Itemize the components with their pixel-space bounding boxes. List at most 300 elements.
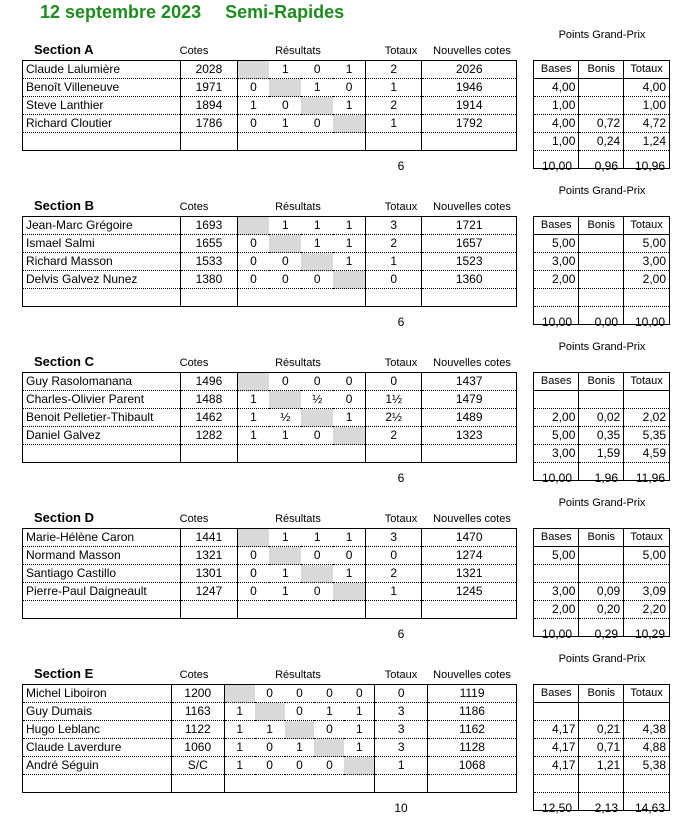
table-row xyxy=(534,739,670,757)
result-cell: 1 xyxy=(269,217,301,235)
grand-prix-header-row xyxy=(534,529,670,547)
table-row xyxy=(23,253,517,271)
player-total: 3 xyxy=(375,721,428,739)
result-cell xyxy=(301,289,333,307)
result-cell xyxy=(301,253,333,271)
result-cell: ½ xyxy=(269,409,301,427)
gp-bonis: 0,72 xyxy=(579,115,624,133)
bonis-header: Bonis xyxy=(579,61,624,79)
gp-bases: 5,00 xyxy=(534,427,579,445)
gp-total: 4,59 xyxy=(624,445,670,463)
result-cell: 1 xyxy=(237,409,269,427)
section-title: Section A xyxy=(34,42,94,57)
gp-bases: 5,00 xyxy=(534,547,579,565)
gp-total: 1,24 xyxy=(624,133,670,151)
gp-bonis xyxy=(579,703,624,721)
result-cell: 0 xyxy=(333,547,365,565)
result-cell xyxy=(333,445,365,463)
result-cell xyxy=(344,757,374,775)
result-cell xyxy=(269,601,301,619)
section-block xyxy=(0,653,689,816)
grand-prix-table xyxy=(533,216,670,325)
table-row xyxy=(23,529,517,547)
player-total xyxy=(366,289,422,307)
player-cote: 1441 xyxy=(181,529,237,547)
gp-total: 5,35 xyxy=(624,427,670,445)
player-name xyxy=(23,601,181,619)
totaux-header: Totaux xyxy=(384,201,418,213)
result-cell xyxy=(301,445,333,463)
results-table xyxy=(22,60,517,151)
totaux-gp-header: Totaux xyxy=(624,217,670,235)
result-cell: 0 xyxy=(301,427,333,445)
gp-bonis: 0,02 xyxy=(579,409,624,427)
table-row xyxy=(534,547,670,565)
result-cell: 0 xyxy=(333,79,365,97)
gp-bonis xyxy=(579,547,624,565)
result-cell: 1 xyxy=(301,235,333,253)
result-cell: 0 xyxy=(269,271,301,289)
table-row xyxy=(534,271,670,289)
result-cell: 0 xyxy=(237,271,269,289)
table-row xyxy=(23,583,517,601)
result-cell: 0 xyxy=(269,373,301,391)
player-total: 1 xyxy=(375,757,428,775)
sum-bases: 10,00 xyxy=(541,627,572,641)
gp-bonis: 0,35 xyxy=(579,427,624,445)
gp-total: 4,88 xyxy=(624,739,670,757)
result-cell: 1 xyxy=(301,217,333,235)
player-total: 3 xyxy=(366,217,422,235)
totaux-gp-header: Totaux xyxy=(624,61,670,79)
bases-header: Bases xyxy=(534,61,579,79)
player-name xyxy=(23,133,181,151)
totaux-gp-header: Totaux xyxy=(624,529,670,547)
table-row xyxy=(23,757,517,775)
gp-bases xyxy=(534,289,579,307)
player-total: 0 xyxy=(366,373,422,391)
gp-bonis xyxy=(579,289,624,307)
result-cell xyxy=(269,133,301,151)
grand-prix-table xyxy=(533,684,670,811)
bonis-header: Bonis xyxy=(579,685,624,703)
player-cote: 1693 xyxy=(181,217,237,235)
player-total: 1 xyxy=(366,583,422,601)
result-cell xyxy=(333,271,365,289)
result-cell xyxy=(255,703,285,721)
result-cell: 0 xyxy=(285,685,315,703)
gp-total: 3,09 xyxy=(624,583,670,601)
result-cell xyxy=(301,97,333,115)
resultats-header: Résultats xyxy=(275,201,321,213)
bonis-header: Bonis xyxy=(579,529,624,547)
player-total: 0 xyxy=(366,547,422,565)
player-new-cote: 1119 xyxy=(428,685,517,703)
table-row xyxy=(534,391,670,409)
table-row xyxy=(23,97,517,115)
result-cell xyxy=(269,235,301,253)
player-cote: 1060 xyxy=(171,739,224,757)
gp-bases: 4,00 xyxy=(534,115,579,133)
result-cell: 0 xyxy=(269,97,301,115)
result-cell: 0 xyxy=(255,739,285,757)
result-cell: 1 xyxy=(237,97,269,115)
cotes-header: Cotes xyxy=(179,357,209,369)
player-cote: S/C xyxy=(171,757,224,775)
result-cell xyxy=(285,721,315,739)
bases-header: Bases xyxy=(534,373,579,391)
table-row xyxy=(534,97,670,115)
player-cote: 1122 xyxy=(171,721,224,739)
gp-bases: 4,17 xyxy=(534,757,579,775)
result-cell: 0 xyxy=(237,565,269,583)
gp-bases: 3,00 xyxy=(534,583,579,601)
result-cell: 1 xyxy=(333,235,365,253)
gp-total xyxy=(624,565,670,583)
totaux-header: Totaux xyxy=(384,357,418,369)
gp-bonis xyxy=(579,79,624,97)
player-total xyxy=(366,601,422,619)
player-cote: 1462 xyxy=(181,409,237,427)
result-cell: 1 xyxy=(333,253,365,271)
result-cell: 1 xyxy=(333,97,365,115)
table-row xyxy=(23,601,517,619)
player-total: 0 xyxy=(375,685,428,703)
gp-total: 5,38 xyxy=(624,757,670,775)
table-row xyxy=(23,115,517,133)
player-total: 1½ xyxy=(366,391,422,409)
result-cell: 0 xyxy=(301,583,333,601)
result-cell xyxy=(314,739,344,757)
gp-bases: 2,00 xyxy=(534,271,579,289)
gp-total: 2,00 xyxy=(624,271,670,289)
result-cell xyxy=(333,427,365,445)
result-cell: 1 xyxy=(269,529,301,547)
player-total: 2 xyxy=(366,565,422,583)
player-total: 2 xyxy=(366,61,422,79)
player-name: Daniel Galvez xyxy=(23,427,181,445)
grand-prix-table xyxy=(533,528,670,637)
sum-gp-total: 10,29 xyxy=(634,627,665,641)
gp-bonis: 0,09 xyxy=(579,583,624,601)
result-cell: 0 xyxy=(333,373,365,391)
gp-bases: 4,00 xyxy=(534,79,579,97)
player-cote: 1163 xyxy=(171,703,224,721)
player-cote: 1786 xyxy=(181,115,237,133)
player-cote: 1488 xyxy=(181,391,237,409)
gp-total xyxy=(624,391,670,409)
player-cote: 1971 xyxy=(181,79,237,97)
result-cell xyxy=(237,61,269,79)
sum-totals: 6 xyxy=(397,627,405,641)
section-block xyxy=(0,29,689,192)
result-cell: 0 xyxy=(237,79,269,97)
player-cote: 1496 xyxy=(181,373,237,391)
bases-header: Bases xyxy=(534,685,579,703)
player-name: Richard Cloutier xyxy=(23,115,181,133)
cotes-header: Cotes xyxy=(179,201,209,213)
result-cell: 0 xyxy=(301,271,333,289)
results-table xyxy=(22,528,517,619)
player-total: 2 xyxy=(366,97,422,115)
bonis-header: Bonis xyxy=(579,217,624,235)
player-name xyxy=(23,289,181,307)
table-row xyxy=(23,721,517,739)
player-total: 0 xyxy=(366,271,422,289)
player-new-cote: 1186 xyxy=(428,703,517,721)
player-new-cote: 1323 xyxy=(422,427,517,445)
gp-bases: 1,00 xyxy=(534,97,579,115)
result-cell xyxy=(301,565,333,583)
result-cell: 0 xyxy=(237,115,269,133)
table-row xyxy=(534,565,670,583)
section-block xyxy=(0,497,689,660)
result-cell: 1 xyxy=(301,529,333,547)
sum-gp-total: 14,63 xyxy=(634,801,665,815)
result-cell: 0 xyxy=(237,235,269,253)
player-cote xyxy=(181,289,237,307)
gp-bases: 2,00 xyxy=(534,601,579,619)
result-cell: 0 xyxy=(285,757,315,775)
player-name: Delvis Galvez Nunez xyxy=(23,271,181,289)
nouvelles-cotes-header: Nouvelles cotes xyxy=(433,45,511,57)
table-row xyxy=(534,757,670,775)
sum-totals: 6 xyxy=(397,315,405,329)
results-table xyxy=(22,684,517,793)
table-row xyxy=(23,391,517,409)
totaux-gp-header: Totaux xyxy=(624,685,670,703)
totaux-header: Totaux xyxy=(384,669,418,681)
result-cell xyxy=(333,115,365,133)
player-new-cote xyxy=(422,133,517,151)
result-cell: 1 xyxy=(344,739,374,757)
bonis-header: Bonis xyxy=(579,373,624,391)
player-new-cote: 1321 xyxy=(422,565,517,583)
result-cell: 0 xyxy=(301,115,333,133)
result-cell xyxy=(237,601,269,619)
sum-gp-total: 10,00 xyxy=(634,315,665,329)
player-new-cote: 1274 xyxy=(422,547,517,565)
player-cote: 2028 xyxy=(181,61,237,79)
result-cell: 1 xyxy=(344,703,374,721)
event-date: 12 septembre 2023 xyxy=(40,2,202,22)
grand-prix-header-row xyxy=(534,61,670,79)
table-row xyxy=(534,79,670,97)
table-row xyxy=(23,445,517,463)
gp-bonis: 1,21 xyxy=(579,757,624,775)
gp-bonis: 1,59 xyxy=(579,445,624,463)
gp-bases: 4,17 xyxy=(534,739,579,757)
result-cell: 0 xyxy=(314,685,344,703)
bases-header: Bases xyxy=(534,529,579,547)
sum-bonis: 0,00 xyxy=(594,315,618,329)
result-cell: 1 xyxy=(314,703,344,721)
table-row xyxy=(534,133,670,151)
sum-bases: 10,00 xyxy=(541,315,572,329)
player-cote: 1301 xyxy=(181,565,237,583)
player-cote: 1655 xyxy=(181,235,237,253)
result-cell: 1 xyxy=(269,115,301,133)
player-total: 2 xyxy=(366,427,422,445)
table-row xyxy=(23,289,517,307)
player-new-cote: 1068 xyxy=(428,757,517,775)
points-grand-prix-header: Points Grand-Prix xyxy=(558,341,646,353)
gp-total: 5,00 xyxy=(624,547,670,565)
player-name: Benoit Pelletier-Thibault xyxy=(23,409,181,427)
result-cell: 1 xyxy=(237,391,269,409)
gp-bonis xyxy=(579,271,624,289)
nouvelles-cotes-header: Nouvelles cotes xyxy=(433,513,511,525)
table-row xyxy=(534,289,670,307)
result-cell: 0 xyxy=(301,373,333,391)
result-cell: 1 xyxy=(224,703,254,721)
result-cell xyxy=(269,79,301,97)
result-cell: 0 xyxy=(301,61,333,79)
table-row xyxy=(534,703,670,721)
player-cote: 1380 xyxy=(181,271,237,289)
result-cell xyxy=(237,217,269,235)
section-title: Section E xyxy=(34,666,94,681)
table-row xyxy=(23,739,517,757)
result-cell xyxy=(333,289,365,307)
player-cote: 1282 xyxy=(181,427,237,445)
grand-prix-header-row xyxy=(534,685,670,703)
gp-total xyxy=(624,703,670,721)
player-new-cote: 1489 xyxy=(422,409,517,427)
result-cell: 1 xyxy=(285,739,315,757)
table-row xyxy=(23,133,517,151)
player-cote: 1200 xyxy=(171,685,224,703)
table-row xyxy=(23,271,517,289)
player-new-cote: 1946 xyxy=(422,79,517,97)
result-cell: 1 xyxy=(237,427,269,445)
player-name: Benoît Villeneuve xyxy=(23,79,181,97)
player-name: Ismael Salmi xyxy=(23,235,181,253)
player-name: Claude Laverdure xyxy=(23,739,172,757)
event-name: Semi-Rapides xyxy=(225,2,345,22)
player-new-cote: 1914 xyxy=(422,97,517,115)
nouvelles-cotes-header: Nouvelles cotes xyxy=(433,201,511,213)
gp-bonis xyxy=(579,565,624,583)
grand-prix-table xyxy=(533,372,670,481)
player-new-cote: 1162 xyxy=(428,721,517,739)
resultats-header: Résultats xyxy=(275,357,321,369)
player-new-cote xyxy=(422,289,517,307)
player-name: Claude Lalumière xyxy=(23,61,181,79)
table-row xyxy=(23,79,517,97)
player-total xyxy=(366,445,422,463)
result-cell: 1 xyxy=(269,565,301,583)
totaux-header: Totaux xyxy=(384,45,418,57)
player-new-cote: 1657 xyxy=(422,235,517,253)
result-cell: 0 xyxy=(237,583,269,601)
gp-bonis xyxy=(579,253,624,271)
bases-header: Bases xyxy=(534,217,579,235)
player-new-cote: 1523 xyxy=(422,253,517,271)
gp-total: 1,00 xyxy=(624,97,670,115)
gp-bases: 2,00 xyxy=(534,409,579,427)
result-cell: 0 xyxy=(301,547,333,565)
grand-prix-table xyxy=(533,60,670,169)
result-cell xyxy=(269,391,301,409)
result-cell: 1 xyxy=(224,757,254,775)
table-row xyxy=(23,235,517,253)
table-row xyxy=(534,445,670,463)
totaux-header: Totaux xyxy=(384,513,418,525)
result-cell: 0 xyxy=(269,253,301,271)
resultats-header: Résultats xyxy=(275,45,321,57)
result-cell: 1 xyxy=(269,61,301,79)
player-total: 3 xyxy=(375,703,428,721)
section-title: Section D xyxy=(34,510,94,525)
section-block xyxy=(0,185,689,348)
result-cell: 0 xyxy=(285,703,315,721)
result-cell xyxy=(333,133,365,151)
result-cell xyxy=(237,373,269,391)
cotes-header: Cotes xyxy=(179,669,209,681)
gp-total xyxy=(624,289,670,307)
player-total: 1 xyxy=(366,253,422,271)
gp-total: 5,00 xyxy=(624,235,670,253)
totaux-gp-header: Totaux xyxy=(624,373,670,391)
gp-bases: 4,17 xyxy=(534,721,579,739)
results-table xyxy=(22,372,517,463)
result-cell: ½ xyxy=(301,391,333,409)
gp-total: 2,20 xyxy=(624,601,670,619)
player-name: Santiago Castillo xyxy=(23,565,181,583)
gp-total: 4,72 xyxy=(624,115,670,133)
player-new-cote: 1479 xyxy=(422,391,517,409)
player-new-cote: 1360 xyxy=(422,271,517,289)
player-cote: 1247 xyxy=(181,583,237,601)
player-total: 3 xyxy=(366,529,422,547)
table-row xyxy=(534,253,670,271)
result-cell: 1 xyxy=(301,79,333,97)
player-new-cote: 1128 xyxy=(428,739,517,757)
player-new-cote: 1245 xyxy=(422,583,517,601)
nouvelles-cotes-header: Nouvelles cotes xyxy=(433,669,511,681)
result-cell: 1 xyxy=(269,583,301,601)
result-cell: 1 xyxy=(333,409,365,427)
nouvelles-cotes-header: Nouvelles cotes xyxy=(433,357,511,369)
sum-totals: 10 xyxy=(394,801,408,815)
cotes-header: Cotes xyxy=(179,513,209,525)
player-name: Marie-Hélène Caron xyxy=(23,529,181,547)
player-total: 2½ xyxy=(366,409,422,427)
player-name: Pierre-Paul Daigneault xyxy=(23,583,181,601)
player-new-cote: 1721 xyxy=(422,217,517,235)
result-cell: 1 xyxy=(255,721,285,739)
player-new-cote: 2026 xyxy=(422,61,517,79)
gp-bonis: 0,71 xyxy=(579,739,624,757)
result-cell xyxy=(269,289,301,307)
player-name: Steve Lanthier xyxy=(23,97,181,115)
sum-bonis: 2,13 xyxy=(594,801,618,815)
table-row xyxy=(534,235,670,253)
player-cote: 1533 xyxy=(181,253,237,271)
result-cell: 1 xyxy=(333,217,365,235)
player-cote xyxy=(181,133,237,151)
gp-total: 4,38 xyxy=(624,721,670,739)
player-cote xyxy=(181,445,237,463)
result-cell xyxy=(237,445,269,463)
sum-bonis: 0,29 xyxy=(594,627,618,641)
result-cell xyxy=(333,583,365,601)
result-cell: 0 xyxy=(255,685,285,703)
player-total: 3 xyxy=(375,739,428,757)
player-cote: 1894 xyxy=(181,97,237,115)
result-cell: 0 xyxy=(344,685,374,703)
